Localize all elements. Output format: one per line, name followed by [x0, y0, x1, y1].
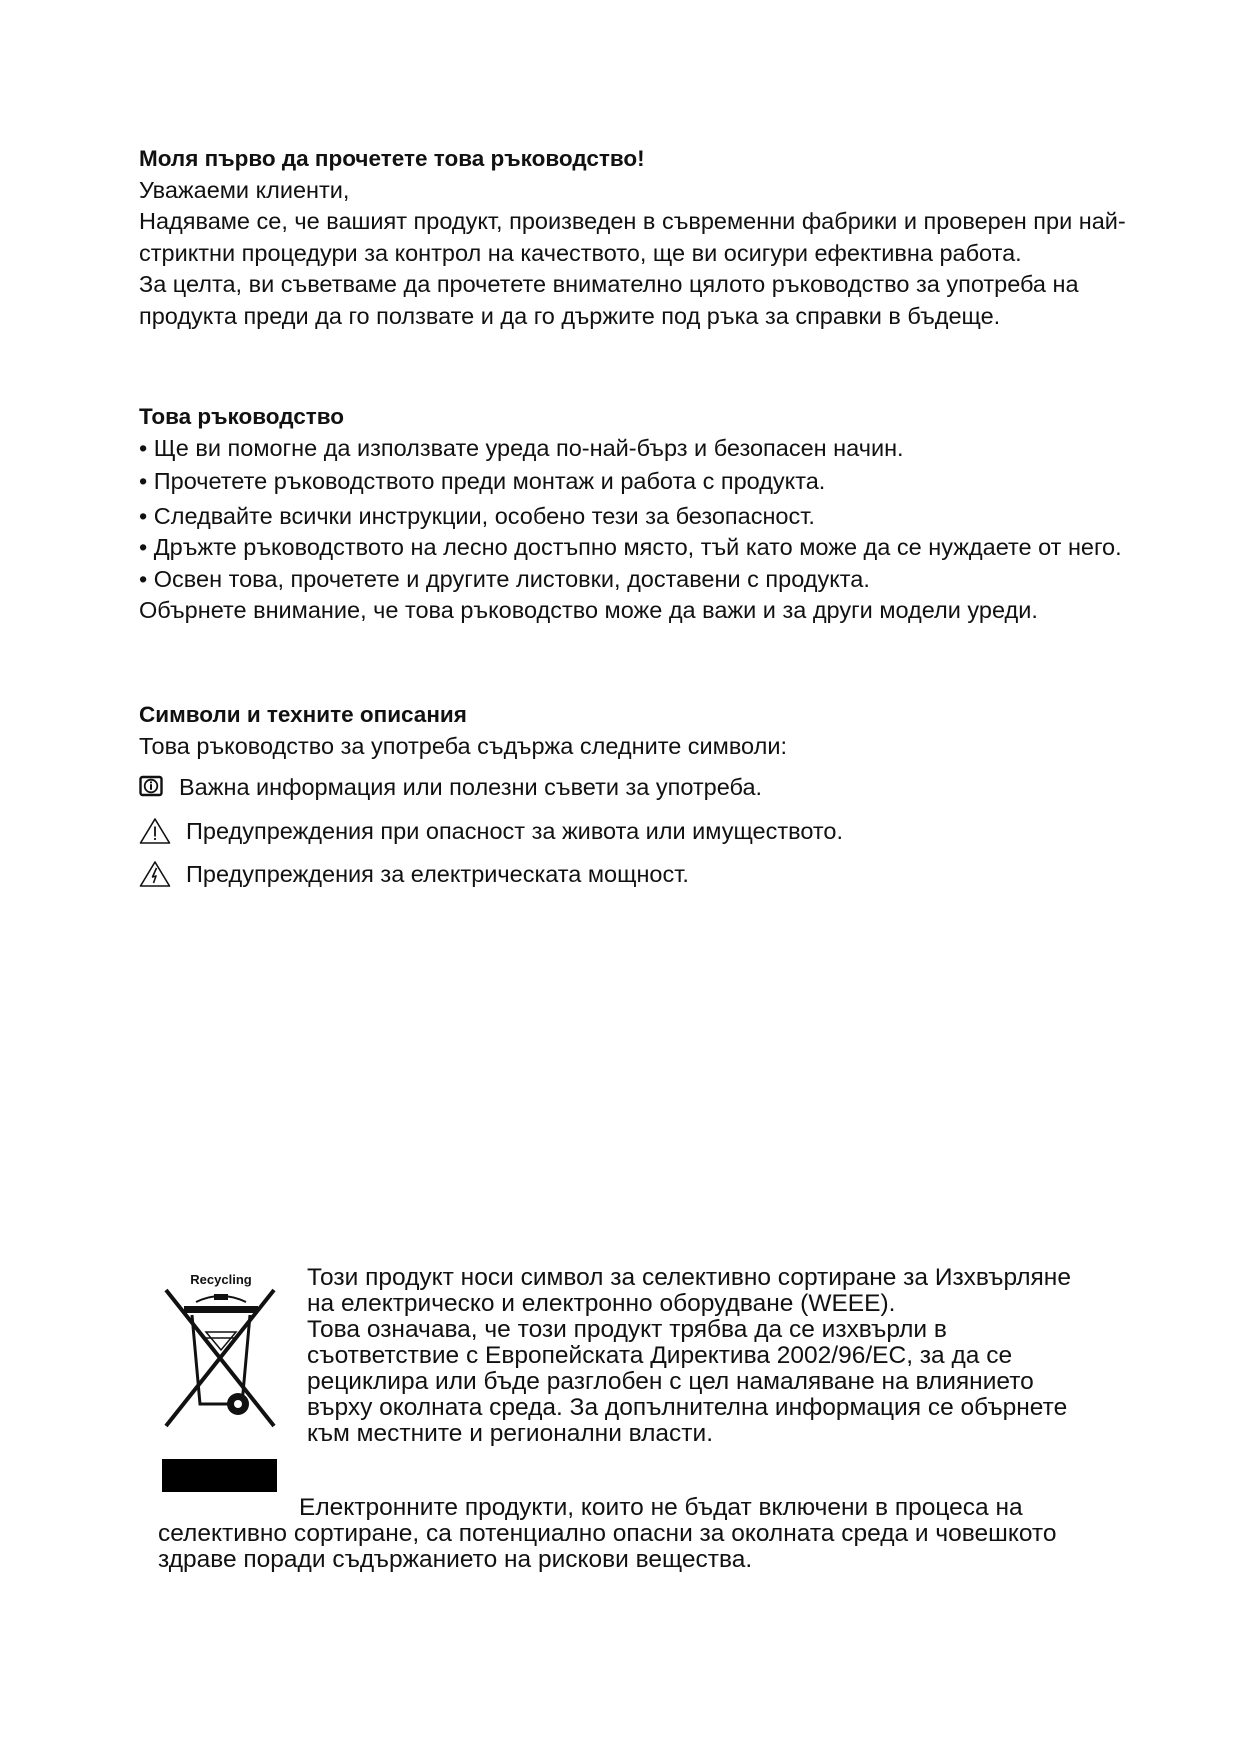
- weee-paragraph-2: Това означава, че този продукт трябва да се изхвърли в съответствие с Европейската Директива 2002/96/EC, за да се рециклира или бъде разглобен с цел намаляване на влиянието върху околната среда. За допълнителна информация се обърнете към местните и регионални власти.: [307, 1316, 1068, 1447]
- electronics-rest: на селективно сортиране, са потенциално опасни за околната среда и човешкото здраве поради съдържанието на рискови вещества.: [158, 1494, 1057, 1573]
- manual-section: [139, 401, 1139, 627]
- symbol-text: Предупреждения за електрическата мощност.: [186, 861, 689, 887]
- intro-heading: Моля първо да прочетете това ръководство!: [139, 146, 645, 171]
- symbols-heading: Символи и техните описания: [139, 702, 467, 727]
- weee-logo: [162, 1272, 280, 1492]
- manual-bullet: • Ще ви помогне да използвате уреда по-най-бърз и безопасен начин.: [139, 434, 904, 461]
- manual-bullet: • Следвайте всички инструкции, особено тези за безопасност.: [139, 502, 815, 529]
- weee-paragraph-1: Този продукт носи символ за селективно сортиране за Изхвърляне на електрическо и електронно оборудване (WEEE).: [307, 1264, 1071, 1317]
- weee-logo-label: Recycling: [190, 1272, 252, 1287]
- warning-triangle-icon: [139, 817, 171, 845]
- manual-note: Обърнете внимание, че това ръководство може да важи и за други модели уреди.: [139, 597, 1038, 623]
- info-icon: [139, 775, 163, 799]
- symbol-row-electric: [139, 859, 689, 889]
- crossed-bin-icon: [162, 1288, 280, 1448]
- intro-paragraph-1: Надяваме се, че вашият продукт, произведен в съвременни фабрики и проверен при най-стриктни процедури за контрол на качеството, ще ви осигури ефективна работа.: [139, 208, 1126, 266]
- intro-paragraph-2: За целта, ви съветваме да прочетете внимателно цялото ръководство за употреба на продукта преди да го ползвате и да го държите под ръка за справки в бъдеще.: [139, 271, 1079, 329]
- manual-heading: Това ръководство: [139, 404, 345, 429]
- symbols-section: [139, 699, 1139, 762]
- symbol-text: Предупреждения при опасност за живота или имуществото.: [186, 818, 844, 844]
- manual-bullet: • Прочетете ръководството преди монтаж и работа с продукта.: [139, 468, 826, 494]
- symbol-row-warning: [139, 816, 843, 846]
- electronics-first-line: Електронните продукти, които не бъдат включени в процеса: [299, 1494, 989, 1521]
- symbol-row-info: [139, 772, 762, 802]
- weee-black-bar: [162, 1459, 277, 1492]
- symbols-intro: Това ръководство за употреба съдържа следните символи:: [139, 732, 787, 759]
- greeting: Уважаеми клиенти,: [139, 176, 350, 203]
- electronics-notice: [158, 1495, 1118, 1573]
- symbol-text: Важна информация или полезни съвети за употреба.: [179, 774, 763, 800]
- weee-text: [307, 1265, 1097, 1447]
- manual-bullet: • Освен това, прочетете и другите листовки, доставени с продукта.: [139, 565, 870, 592]
- electric-warning-icon: [139, 860, 171, 888]
- manual-bullet: • Дръжте ръководството на лесно достъпно място, тъй като може да се нуждаете от него.: [139, 534, 1122, 560]
- intro-section: [139, 143, 1139, 332]
